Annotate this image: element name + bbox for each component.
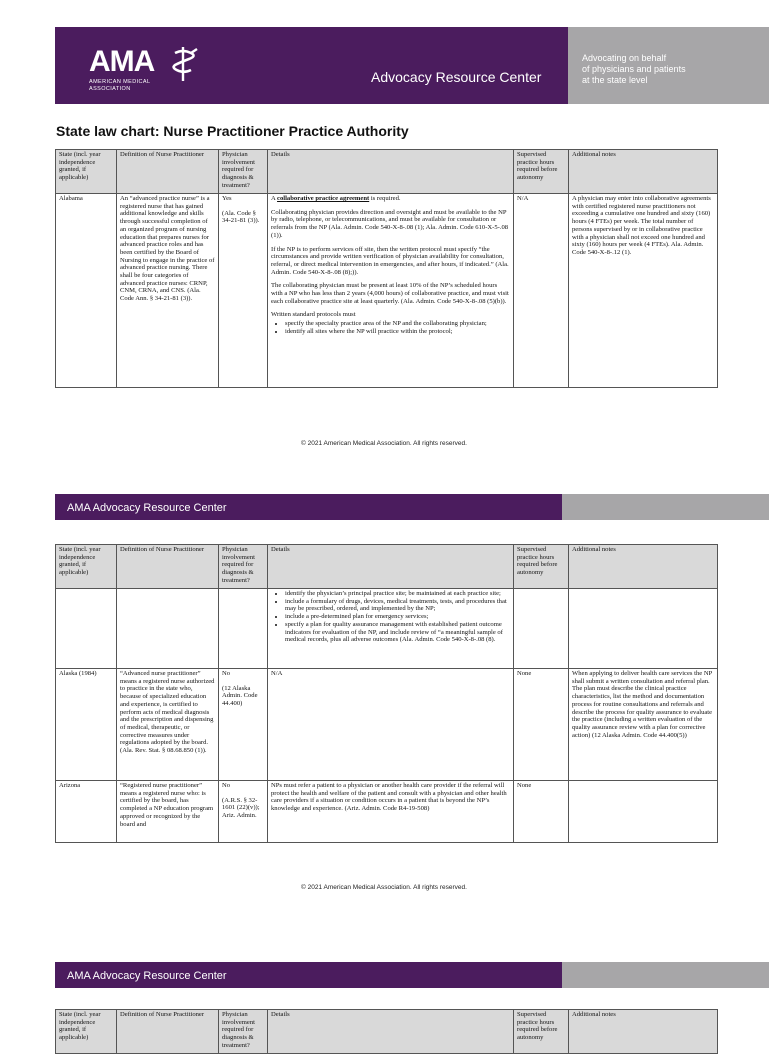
- banner-title: Advocacy Resource Center: [371, 69, 542, 85]
- definition-cell: “Advanced nurse practitioner” means a registered nurse authorized to practice in the state who, because of specialized education and experience, is certified to perform acts of medical diagnosis and the prescription and dispensing of medical, therapeutic, or corrective measures under regulations adopted by the board. (Ala. Rev. Stat. § 08.68.850 (1)).: [117, 669, 219, 781]
- physician-cell: No (A.R.S. § 32-1601 (22)(v)); Ariz. Admin.: [219, 781, 268, 843]
- table-row: [56, 194, 718, 388]
- header-notes: Additional notes: [569, 545, 718, 589]
- header-details: Details: [268, 1010, 514, 1054]
- details-cell: A collaborative practice agreement is required. Collaborating physician provides direction and oversight and must be available to the NP by radio, telephone, or telecommunications, and must be available for consultation or referrals from the NP (Ala. Admin. Code 540-X-8-.08 (1); Ala. Admin. Code 610-X-5-.08 (1)). If the NP is to perform services off site, then the written protocol must specify “the circumstances and provide written verification of physician availability for consultation, referral, or direct medical intervention in emergencies, and after hours, if indicated.” (Ala. Admin. Code 540-X-8-.08 (8);)). The collaborating physician must be present at least 10% of the NP’s scheduled hours with a NP who has less than 2 years (4,000 hours) of collaborative practice, and must visit each collaborative practice site at least quarterly. (Ala. Admin. Code 540-X-8-.08 (5)(b)). Written standard protocols must • specify the specialty practice area of the NP and the collaborating physician; • identify all sites where the NP will practice within the protocol;: [268, 194, 514, 388]
- law-table-page-3: [55, 1009, 718, 1054]
- hours-cell: None: [514, 781, 569, 843]
- notes-cell: When applying to deliver health care services the NP shall submit a written consultation and referral plan. The plan must describe the clinical practice characteristics, list the method and documentation process for routine consultations and referrals and describe the process for quality assurance to evaluate the practice (including a written evaluation of the quality assurance review with a plan for corrective action) (12 Alaska Admin. Code 44.400(5)): [569, 669, 718, 781]
- list-item: • specify the specialty practice area of the NP and the collaborating physician;: [285, 320, 510, 328]
- list-item: • include a pre-determined plan for emergency services;: [285, 613, 510, 621]
- table-row: [56, 589, 718, 669]
- table-header-row: [56, 1010, 718, 1054]
- section-banner: [55, 494, 769, 520]
- definition-cell: “Registered nurse practitioner” means a registered nurse who: is certified by the board, has completed a NP education program approved or recognized by the board and: [117, 781, 219, 843]
- physician-cell: No (12 Alaska Admin. Code 44.400): [219, 669, 268, 781]
- header-banner: [55, 27, 769, 104]
- section-banner-title: AMA Advocacy Resource Center: [55, 962, 562, 988]
- definition-cell: An “advanced practice nurse” is a registered nurse that has gained additional knowledge and skills through successful completion of an organized program of nursing education that prepares nurses for advanced practice roles and has been certified by the Board of Nursing to engage in the practice of advanced practice nursing. There shall be four categories of advanced practice nurses: CRNP, CNM, CRNA, and CNS. (Ala. Code Ann. § 34-21-81 (3)).: [117, 194, 219, 388]
- notes-cell: [569, 781, 718, 843]
- section-banner-title: AMA Advocacy Resource Center: [55, 494, 562, 520]
- hours-cell: N/A: [514, 194, 569, 388]
- header-definition: Definition of Nurse Practitioner: [117, 545, 219, 589]
- table-header-row: [56, 545, 718, 589]
- header-physician: Physician involvement required for diagnosis & treatment?: [219, 545, 268, 589]
- header-details: Details: [268, 545, 514, 589]
- header-physician: Physician involvement required for diagnosis & treatment?: [219, 1010, 268, 1054]
- table-row: [56, 669, 718, 781]
- section-banner: [55, 962, 769, 988]
- header-state: State (incl. year independence granted, if applicable): [56, 1010, 117, 1054]
- hours-cell: None: [514, 669, 569, 781]
- list-item: • specify a plan for quality assurance management with established patient outcome indicators for evaluation of the NP, and include review of “a meaningful sample of medical records, plus all adverse outcomes (Ala. Admin. Code 540-X-8-.08 (8).: [285, 621, 510, 644]
- law-table-page-2: [55, 544, 718, 843]
- header-hours: Supervised practice hours required before autonomy: [514, 1010, 569, 1054]
- footer-copyright: © 2021 American Medical Association. All rights reserved.: [301, 440, 467, 447]
- details-cell: N/A: [268, 669, 514, 781]
- header-definition: Definition of Nurse Practitioner: [117, 1010, 219, 1054]
- header-notes: Additional notes: [569, 150, 718, 194]
- details-cell: NPs must refer a patient to a physician or another health care provider if the referral will protect the health and welfare of the patient and consult with a physician and other health care providers if a situation or condition occurs in a patient that is beyond the NP’s knowledge and experience. (Ariz. Admin. Code R4-19-508): [268, 781, 514, 843]
- header-state: State (incl. year independence granted, if applicable): [56, 150, 117, 194]
- state-cell: Arizona: [56, 781, 117, 843]
- footer-copyright: © 2021 American Medical Association. All rights reserved.: [301, 884, 467, 891]
- law-table-page-1: [55, 149, 718, 388]
- protocol-list: [281, 320, 510, 335]
- state-cell: Alabama: [56, 194, 117, 388]
- physician-cell: Yes (Ala. Code § 34-21-81 (3)).: [219, 194, 268, 388]
- caduceus-icon: [171, 45, 199, 83]
- header-state: State (incl. year independence granted, if applicable): [56, 545, 117, 589]
- header-details: Details: [268, 150, 514, 194]
- header-notes: Additional notes: [569, 1010, 718, 1054]
- banner-main: [55, 27, 568, 104]
- page-title: State law chart: Nurse Practitioner Practice Authority: [56, 123, 409, 139]
- header-hours: Supervised practice hours required before autonomy: [514, 150, 569, 194]
- details-cell: [268, 589, 514, 669]
- list-item: • identify the physician’s principal practice site; be maintained at each practice site;: [285, 590, 510, 598]
- list-item: • identify all sites where the NP will practice within the protocol;: [285, 328, 510, 336]
- table-row: [56, 781, 718, 843]
- notes-cell: A physician may enter into collaborative agreements with certified registered nurse practitioners not exceeding a cumulative one hundred and sixty (160) hours (4 FTEs) per week. The total number of persons supervised by or in collaborative practice with a physician shall not exceed one hundred and sixty (160) hours per week (4 FTEs). Ala. Admin. Code 540-X-8-.12 (1).: [569, 194, 718, 388]
- state-cell: Alaska (1984): [56, 669, 117, 781]
- header-definition: Definition of Nurse Practitioner: [117, 150, 219, 194]
- collaborative-agreement-link[interactable]: collaborative practice agreement: [277, 195, 370, 202]
- ama-logo: [89, 47, 154, 92]
- protocol-list-continued: [281, 590, 510, 644]
- banner-tagline: Advocating on behalf of physicians and patients at the state level: [568, 27, 769, 104]
- header-physician: Physician involvement required for diagnosis & treatment?: [219, 150, 268, 194]
- header-hours: Supervised practice hours required before autonomy: [514, 545, 569, 589]
- list-item: • include a formulary of drugs, devices, medical treatments, tests, and procedures that may be prescribed, ordered, and implemented by the NP;: [285, 598, 510, 613]
- logo-subtitle: AMERICAN MEDICAL ASSOCIATION: [89, 79, 151, 92]
- logo-word: AMA: [89, 45, 155, 78]
- table-header-row: [56, 150, 718, 194]
